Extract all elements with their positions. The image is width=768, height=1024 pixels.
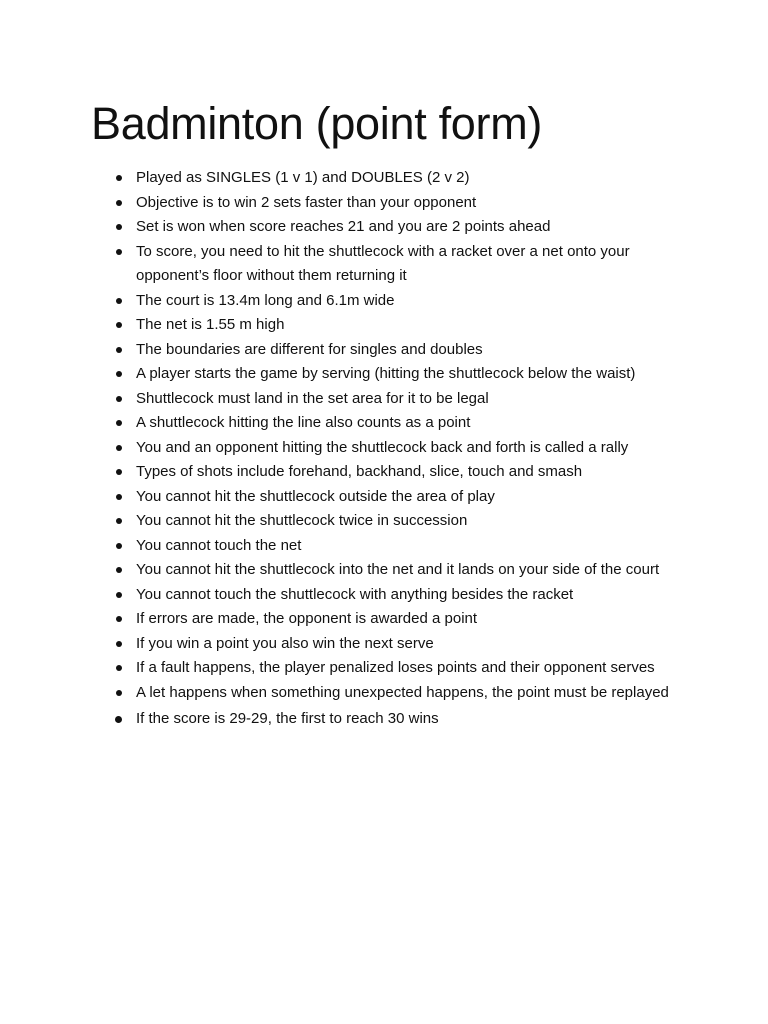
list-item-text: A shuttlecock hitting the line also counts as a point: [136, 414, 471, 431]
bullet-icon: [116, 298, 122, 304]
list-item-text: Types of shots include forehand, backhand, slice, touch and smash: [136, 463, 583, 480]
bullet-icon: [116, 420, 122, 426]
bullet-icon: [116, 396, 122, 402]
list-item-text: If errors are made, the opponent is awarded a point: [136, 610, 478, 627]
bullet-icon: [116, 543, 122, 549]
list-item-text: The net is 1.55 m high: [136, 316, 285, 333]
list-item: [136, 558, 696, 583]
bullet-icon: [115, 716, 122, 723]
bullet-icon: [116, 371, 122, 377]
list-item: [136, 534, 696, 559]
list-item: [136, 656, 696, 681]
bullet-icon: [116, 641, 122, 647]
list-item: [136, 215, 696, 240]
list-item-text: To score, you need to hit the shuttlecock with a racket over a net onto your opponent’s floor without them returning it: [136, 242, 630, 284]
list-item-text: If you win a point you also win the next serve: [136, 634, 434, 652]
list-item: [136, 460, 696, 485]
bullet-icon: [116, 616, 122, 622]
list-item-text: You cannot touch the shuttlecock with anything besides the racket: [136, 585, 574, 603]
bullet-icon: [116, 567, 122, 573]
bullet-icon: [116, 518, 122, 524]
list-item: [136, 632, 696, 657]
list-item-text: A let happens when something unexpected happens, the point must be replayed: [136, 683, 669, 701]
list-item: [136, 313, 696, 338]
list-item-text: You cannot hit the shuttlecock into the net and it lands on your side of the court: [136, 561, 660, 578]
bullet-icon: [116, 665, 122, 671]
list-item-text: You cannot hit the shuttlecock outside the area of play: [136, 487, 495, 505]
list-item: [136, 289, 696, 314]
bullet-icon: [116, 347, 122, 353]
list-item: [136, 681, 696, 706]
list-item: [136, 166, 696, 191]
bullet-icon: [116, 322, 122, 328]
bullet-icon: [116, 200, 122, 206]
list-item-text: Objective is to win 2 sets faster than your opponent: [136, 193, 477, 211]
list-item: [136, 387, 696, 412]
list-item: [136, 509, 696, 534]
list-item: [136, 436, 696, 461]
bullet-icon: [116, 494, 122, 500]
list-item-text: You cannot touch the net: [136, 536, 302, 554]
list-item-text: You cannot hit the shuttlecock twice in succession: [136, 512, 468, 529]
list-item: [136, 338, 696, 363]
page-title: Badminton (point form): [91, 98, 543, 149]
list-item: [136, 607, 696, 632]
bullet-icon: [116, 224, 122, 230]
bullet-list: [136, 166, 696, 732]
bullet-icon: [116, 175, 122, 181]
list-item: [136, 362, 696, 387]
list-item: [136, 411, 696, 436]
list-item: [136, 707, 696, 732]
list-item-text: Played as SINGLES (1 v 1) and DOUBLES (2 v 2): [136, 169, 470, 186]
list-item: [136, 240, 696, 289]
list-item-text: You and an opponent hitting the shuttlecock back and forth is called a rally: [136, 438, 629, 456]
list-item-text: If the score is 29-29, the first to reach 30 wins: [136, 710, 439, 727]
list-item: [136, 485, 696, 510]
list-item-text: The boundaries are different for singles and doubles: [136, 340, 483, 358]
list-item: [136, 191, 696, 216]
bullet-icon: [116, 249, 122, 255]
list-item-text: Shuttlecock must land in the set area for it to be legal: [136, 389, 489, 407]
list-item-text: The court is 13.4m long and 6.1m wide: [136, 291, 395, 309]
bullet-icon: [116, 469, 122, 475]
bullet-icon: [116, 690, 122, 696]
bullet-icon: [116, 592, 122, 598]
list-item-text: If a fault happens, the player penalized loses points and their opponent serves: [136, 659, 655, 676]
list-item-text: A player starts the game by serving (hitting the shuttlecock below the waist): [136, 365, 636, 382]
list-item: [136, 583, 696, 608]
bullet-icon: [116, 445, 122, 451]
list-item-text: Set is won when score reaches 21 and you are 2 points ahead: [136, 218, 551, 235]
